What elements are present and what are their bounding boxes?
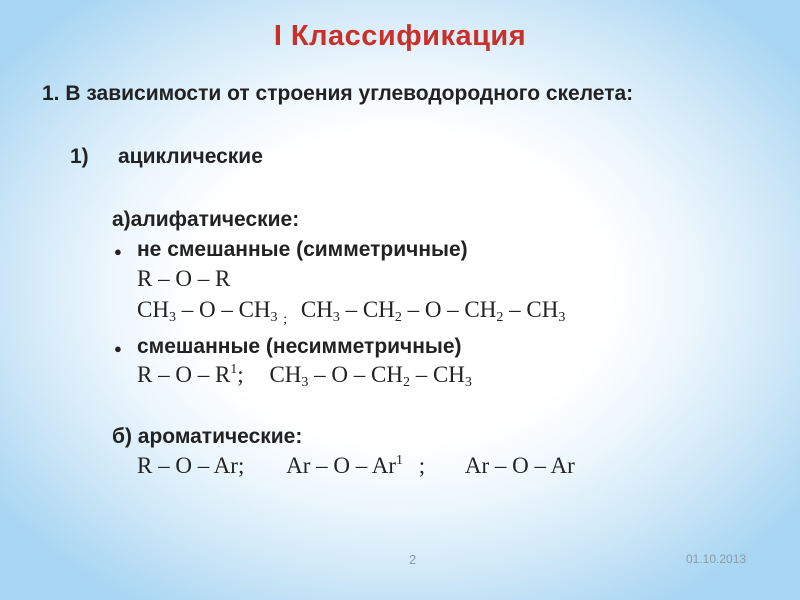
- asymmetric-formulas: [137, 362, 472, 391]
- general-formula-symmetric: R – O – R: [137, 266, 231, 291]
- subscript: 2: [402, 375, 410, 390]
- subscript: 2: [496, 310, 504, 325]
- formula-text: CH: [300, 297, 333, 322]
- symmetric-examples: [137, 297, 565, 328]
- slide-title: I Классификация: [273, 20, 527, 52]
- subsection-aromatic: б) ароматические:: [112, 425, 303, 448]
- item-number: 1): [70, 145, 89, 168]
- formula-text: – CH: [339, 297, 395, 322]
- formula-text: CH: [269, 362, 302, 387]
- subscript: 3: [558, 310, 566, 325]
- aromatic-formulas: [137, 453, 575, 479]
- formula-text: – O – CH: [401, 297, 497, 322]
- superscript: 1: [395, 453, 403, 468]
- subscript: 2: [394, 310, 402, 325]
- item-label-acyclic: ациклические: [118, 145, 263, 168]
- formula-text: – O – CH: [175, 297, 271, 322]
- bullet-marker: ●: [114, 244, 122, 259]
- formula-text: Ar – O – Ar: [286, 453, 396, 478]
- subsection-aliphatic: а)алифатические:: [112, 208, 300, 231]
- bullet-label-symmetric: не смешанные (симметричные): [137, 238, 468, 261]
- subscript: 3: [332, 310, 340, 325]
- separator: ;: [283, 312, 288, 327]
- formula-text: Ar – O – Ar: [464, 453, 575, 478]
- formula-text: R – O – R: [137, 362, 231, 387]
- section-heading: 1. В зависимости от строения углеводородного скелета:: [42, 82, 634, 105]
- formula-text: – CH: [409, 362, 465, 387]
- formula-text: CH: [137, 297, 169, 322]
- subscript: 3: [301, 375, 309, 390]
- bullet-label-asymmetric: смешанные (несимметричные): [137, 335, 462, 358]
- bullet-marker: ●: [114, 341, 122, 356]
- subscript: 3: [270, 310, 278, 325]
- formula-text: – O – CH: [308, 362, 403, 387]
- formula-text: – CH: [503, 297, 559, 322]
- separator: ;: [418, 453, 426, 478]
- page-number: 2: [409, 552, 417, 567]
- slide-date: 01.10.2013: [686, 552, 747, 566]
- formula-text: R – O – Ar;: [137, 453, 245, 478]
- subscript: 3: [168, 310, 176, 325]
- formula-text: ;: [237, 362, 244, 387]
- subscript: 3: [464, 375, 472, 390]
- superscript: 1: [230, 362, 238, 377]
